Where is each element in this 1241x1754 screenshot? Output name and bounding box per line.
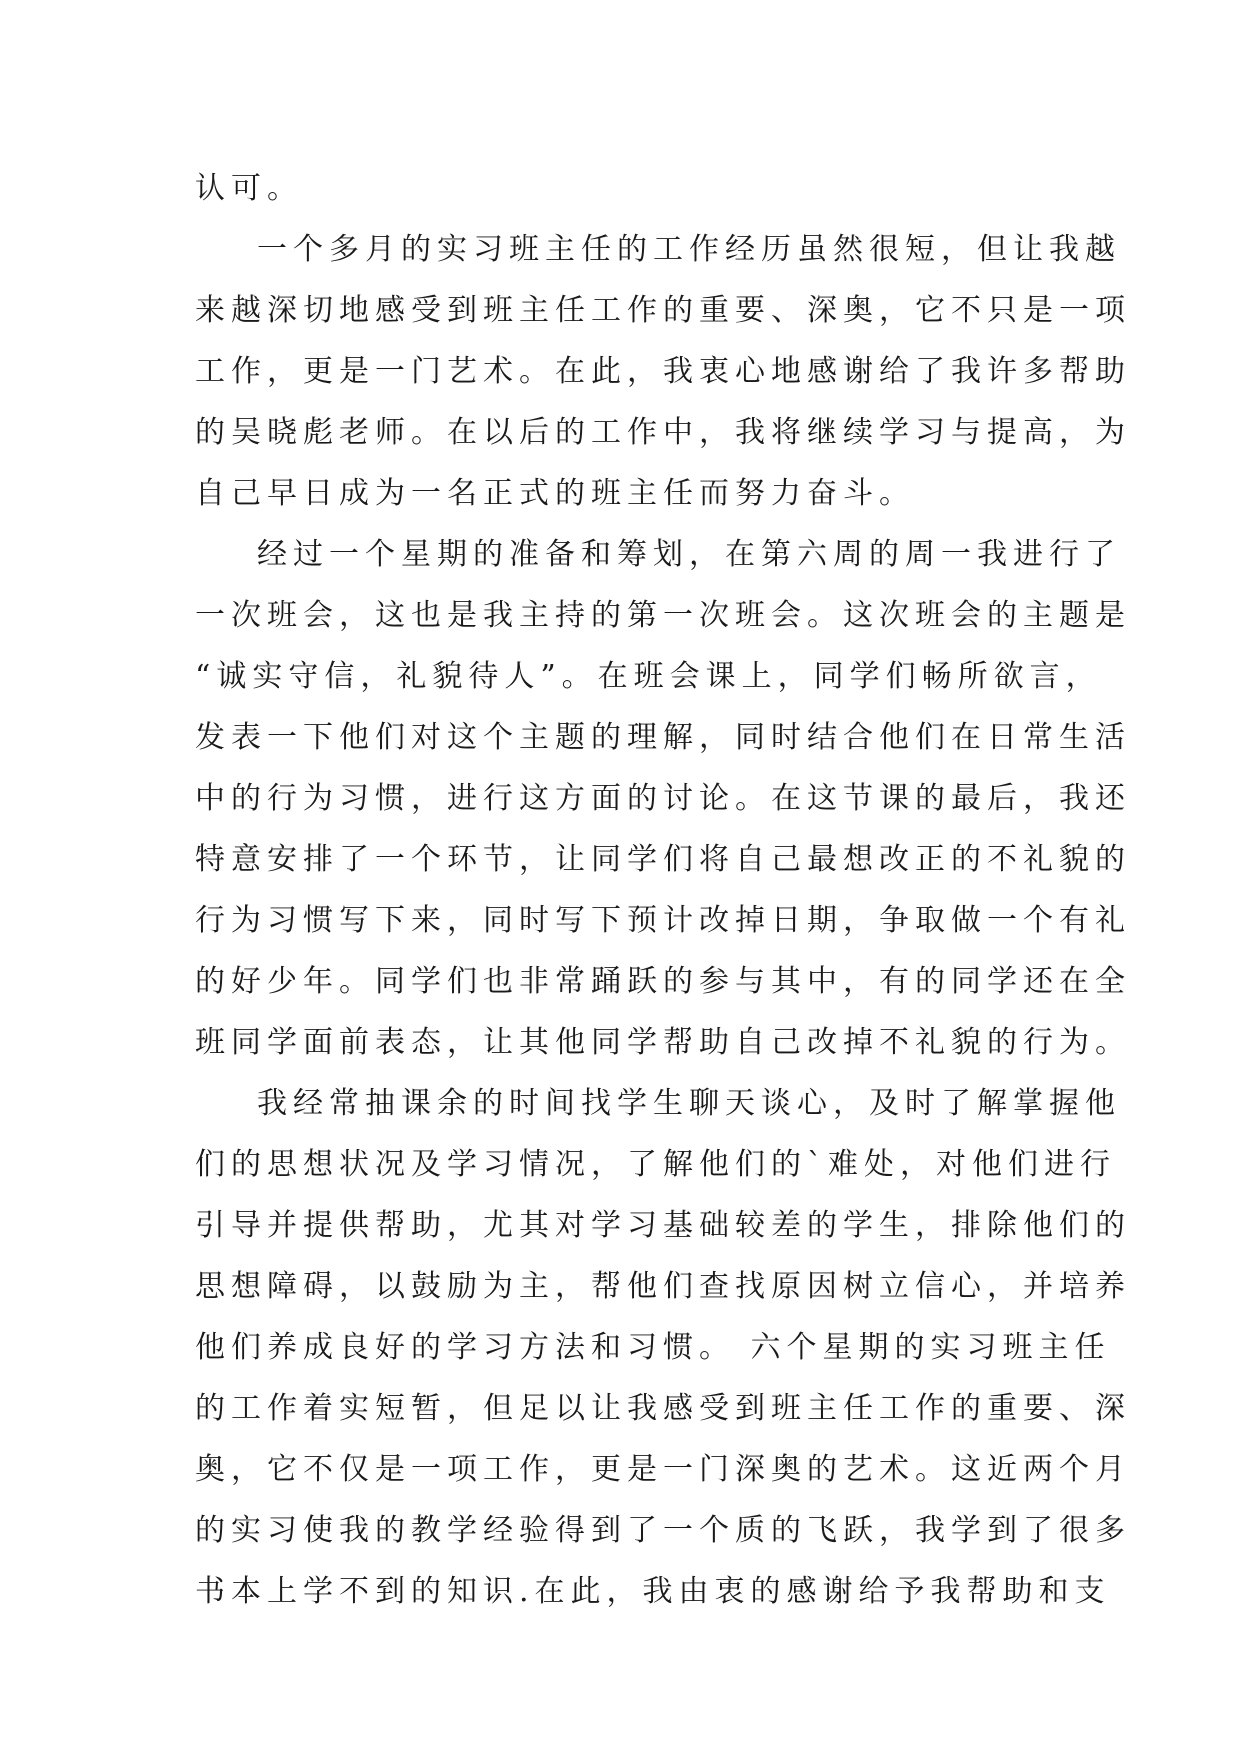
text-line: 的工作着实短暂，但足以让我感受到班主任工作的重要、深 (195, 1391, 1131, 1426)
text-line: 奥，它不仅是一项工作，更是一门深奥的艺术。这近两个月 (195, 1452, 1131, 1487)
text-line: 发表一下他们对这个主题的理解，同时结合他们在日常生活 (195, 720, 1131, 755)
text-line: 的实习使我的教学经验得到了一个质的飞跃，我学到了很多 (195, 1513, 1131, 1548)
text-line: 特意安排了一个环节，让同学们将自己最想改正的不礼貌的 (195, 842, 1131, 877)
text-line: 书本上学不到的知识.在此，我由衷的感谢给予我帮助和支 (195, 1574, 1111, 1609)
text-line: 的吴晓彪老师。在以后的工作中，我将继续学习与提高，为 (195, 415, 1131, 450)
text-line: 的好少年。同学们也非常踊跃的参与其中，有的同学还在全 (195, 964, 1131, 999)
text-line: “诚实守信，礼貌待人”。在班会课上，同学们畅所欲言， (195, 659, 1102, 694)
text-line: 班同学面前表态，让其他同学帮助自己改掉不礼貌的行为。 (195, 1025, 1131, 1060)
text-line: 行为习惯写下来，同时写下预计改掉日期，争取做一个有礼 (195, 903, 1131, 938)
text-line: 一次班会，这也是我主持的第一次班会。这次班会的主题是 (195, 598, 1131, 633)
paragraph-first-line: 我经常抽课余的时间找学生聊天谈心，及时了解掌握他 (257, 1086, 1121, 1121)
text-line: 们的思想状况及学习情况，了解他们的`难处，对他们进行 (195, 1147, 1116, 1182)
paragraph-first-line: 经过一个星期的准备和筹划，在第六周的周一我进行了 (257, 537, 1121, 572)
text-line: 来越深切地感受到班主任工作的重要、深奥，它不只是一项 (195, 293, 1131, 328)
text-line: 引导并提供帮助，尤其对学习基础较差的学生，排除他们的 (195, 1208, 1131, 1243)
text-line: 自己早日成为一名正式的班主任而努力奋斗。 (195, 476, 915, 511)
text-line: 认可。 (195, 171, 303, 206)
text-line: 中的行为习惯，进行这方面的讨论。在这节课的最后，我还 (195, 781, 1131, 816)
text-line: 工作，更是一门艺术。在此，我衷心地感谢给了我许多帮助 (195, 354, 1131, 389)
text-line: 思想障碍，以鼓励为主，帮他们查找原因树立信心，并培养 (195, 1269, 1131, 1304)
body-text (195, 158, 1131, 1622)
text-line: 他们养成良好的学习方法和习惯。 六个星期的实习班主任 (195, 1330, 1111, 1365)
paragraph-first-line: 一个多月的实习班主任的工作经历虽然很短，但让我越 (257, 232, 1121, 267)
